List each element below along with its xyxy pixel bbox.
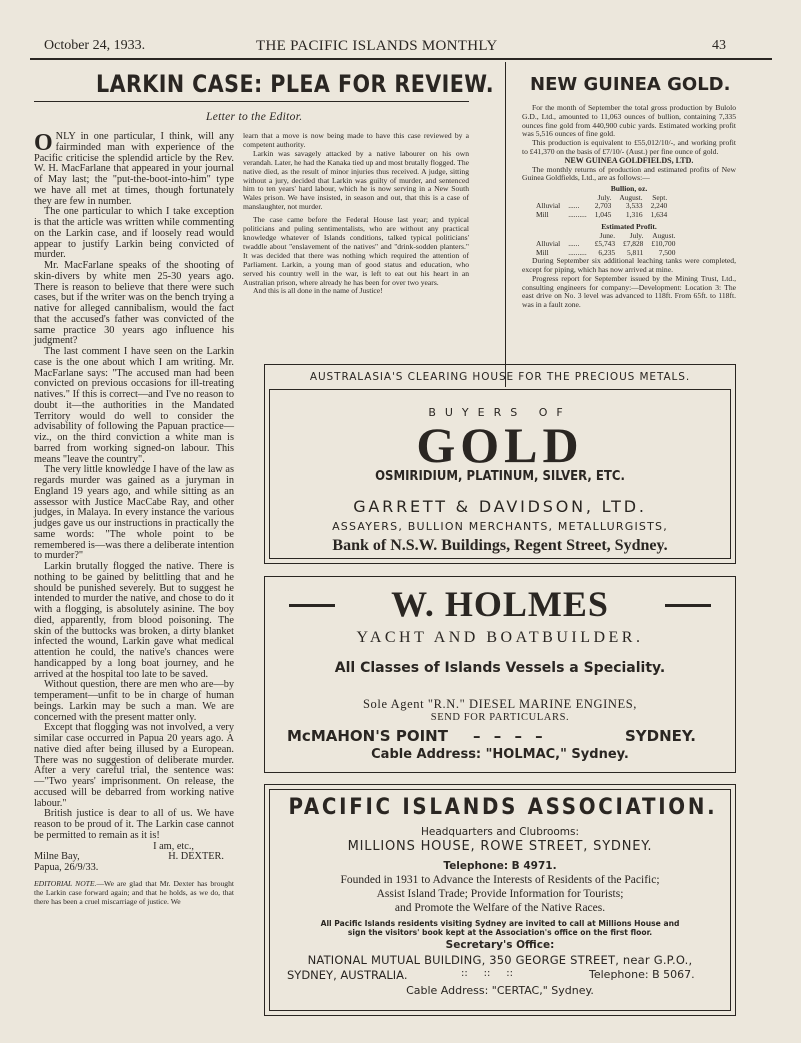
drop-cap: O xyxy=(34,130,53,156)
paragraph: The last comment I have seen on the Larkin case is the one about which I am writing. Mr. MacFarlane says: "The accused man had been convicted on previous occasions for ill-treating natives." If this is correct—and I've no reason to doubt it—the authorities in the Mandated Territory would do well to consider the advisability of following the Papuan practice—viz., on the third conviction a white man is barred from working signed-on labour. This means "leave the country". xyxy=(34,346,234,465)
profit-title: Estimated Profit. xyxy=(601,222,657,232)
pia-name: PACIFIC ISLANDS ASSOCIATION. xyxy=(288,795,718,820)
pia-invite-2: sign the visitors' book kept at the Association's office on the first floor. xyxy=(347,928,653,937)
pia-office-city: SYDNEY, AUSTRALIA. xyxy=(287,968,408,982)
gold-headline: NEW GUINEA GOLD. xyxy=(530,74,731,95)
pia-office-telephone: Telephone: B 5067. xyxy=(589,968,695,981)
col-header: June. xyxy=(599,230,616,240)
col-header: Sept. xyxy=(652,192,668,202)
row-label: Mill xyxy=(536,209,549,219)
holmes-location: McMAHON'S POINT xyxy=(287,727,448,745)
cell: 5,811 xyxy=(627,247,644,257)
holmes-dashes: – – – – xyxy=(473,727,547,745)
leader-dots: .......... xyxy=(568,209,587,219)
row-label: Alluvial xyxy=(536,201,561,211)
paragraph: learn that a move is now being made to have this case reviewed by a competent authority. xyxy=(243,131,469,149)
larkin-column-2 xyxy=(243,132,469,296)
paragraph: The one particular to which I take exception is that the article was written while commenting on the Larkin case, and if loosely read would appear to justify Larkin being convicted of murder. xyxy=(34,206,234,261)
cell: 1,316 xyxy=(625,209,643,219)
place-date: Papua, 26/9/33. xyxy=(34,862,99,873)
paragraph: Larkin was savagely attacked by a native labourer on his own verandah. Later, he had the Kanaka tied up and most brutally flogged. The native died, as the result of minor injuries thus received. A judge, sitting without a jury, decided that Larkin was guilty of murder, and sentenced him to ten years' hard labour, which he is now serving in a New South Wales prison. We have insisted, in season and out, that this is a case of manslaughter, not murder. xyxy=(243,148,469,212)
larkin-column-1 xyxy=(34,132,234,906)
ad-address: Bank of N.S.W. Buildings, Regent Street, Sydney. xyxy=(332,537,668,554)
editorial-text: —We are glad that Mr. Dexter has brought the Larkin case forward again; and that he holds, as we do, that there has been a cruel miscarriage of justice. We xyxy=(34,878,234,906)
paragraph: And this is all done in the name of Justice! xyxy=(253,286,383,296)
holmes-speciality: All Classes of Islands Vessels a Speciality. xyxy=(334,660,666,676)
garrett-davidson-ad xyxy=(264,364,736,564)
buyers-of: BUYERS OF xyxy=(428,406,572,419)
gold-column xyxy=(522,104,736,310)
goldfields-subhead: NEW GUINEA GOLDFIELDS, LTD. xyxy=(564,155,694,165)
cell: 7,500 xyxy=(658,247,676,257)
cell: 1,045 xyxy=(594,209,612,219)
table-row xyxy=(532,211,671,219)
paragraph: Except that flogging was not involved, a very similar case occurred in Papua 20 years ago. A native died after being illused by a European. There was no suggestion of deliberate murder. After a very careful trial, the sentence was:—"Two years' imprisonment. On release, the accused will be debarred from working native labour." xyxy=(34,722,234,809)
cell: 2,240 xyxy=(650,201,668,211)
editorial-label: EDITORIAL NOTE. xyxy=(34,878,97,888)
paragraph: The monthly returns of production and estimated profits of New Guinea Goldfields, Ltd., are as follows:— xyxy=(522,164,736,183)
profit-table xyxy=(532,232,679,257)
column-divider xyxy=(505,62,506,387)
signoff: I am, etc., xyxy=(153,840,194,852)
paragraph: Without question, there are men who are—by temperament—unfit to be in charge of human beings. Larkin may be such a man. We are concerned with the present matter only. xyxy=(34,679,234,723)
paragraph: For the month of September the total gross production by Bulolo G.D., Ltd., amounted to 11,063 ounces of bullion, containing 7,335 ounces fine gold from 440,900 cubic yards. Estimated working profit was 5,516 ounces of fine gold. xyxy=(522,103,736,139)
pia-telephone: Telephone: B 4971. xyxy=(443,860,557,872)
cell: 3,533 xyxy=(625,201,643,211)
paragraph: Progress report for September issued by the Mining Trust, Ltd., consulting engineers for company:—Development: Location 3: The east drive on No. 3 level was advanced to 118ft. From 65ft. to 118ft. was in a fault zone. xyxy=(522,273,736,310)
header-rule xyxy=(30,58,772,60)
trades-line: ASSAYERS, BULLION MERCHANTS, METALLURGISTS, xyxy=(332,520,668,533)
issue-date: October 24, 1933. xyxy=(44,38,146,53)
cell: 6,235 xyxy=(598,247,616,257)
larkin-headline: LARKIN CASE: PLEA FOR REVIEW. xyxy=(96,70,495,98)
editorial-note xyxy=(34,880,234,907)
bullion-table xyxy=(532,194,671,219)
row-label: Alluvial xyxy=(536,239,561,249)
holmes-particulars: SEND FOR PARTICULARS. xyxy=(430,712,570,723)
company-name: GARRETT & DAVIDSON, LTD. xyxy=(353,497,647,516)
holmes-city: SYDNEY. xyxy=(625,727,696,745)
leader-dots: ...... xyxy=(568,239,580,249)
paragraph: British justice is dear to all of us. We have reason to be proud of it. The Larkin case cannot be permitted to remain as it is! xyxy=(34,808,234,841)
bullion-title: Bullion, oz. xyxy=(610,184,648,194)
paragraph: The very little knowledge I have of the law as regards murder was gained as a juryman in England 19 years ago, and while sitting as an assessor with Justice MacCabe Ray, and other judges, in Malaya. In every instance the various judges gave us our instructions in practically the same words: "The whole point to be remembered is—was there a deliberate intention to murder?" xyxy=(34,464,234,562)
pia-invite-1: All Pacific Islands residents visiting Sydney are invited to call at Millions House and xyxy=(320,919,680,928)
pia-ad xyxy=(264,784,736,1016)
pia-founded-2: Assist Island Trade; Provide Information for Tourists; xyxy=(376,888,624,900)
metals-line: OSMIRIDIUM, PLATINUM, SILVER, ETC. xyxy=(375,469,625,484)
signature: H. DEXTER. xyxy=(168,851,224,863)
cell: £5,743 xyxy=(594,239,616,249)
pia-founded-1: Founded in 1931 to Advance the Interests of Residents of the Pacific; xyxy=(340,874,660,886)
paragraph: Larkin brutally flogged the native. There is nothing to be gained by belittling that and he should be punished severely. But to suggest he intended to murder the native, and chose to do it with a flogging, is absolutely asinine. The boy died, apparently, from blood poisoning. The skin of the buttocks was broken, a dirty blanket infected the wound, Larkin gave what medical attention he could, the native's chances were handicapped by a long boat journey, and he arrived at the hospital too late to be saved. xyxy=(34,561,234,680)
paragraph: NLY in one particular, I think, will any fairminded man with experience of the Pacific criticise the splendid article by the Rev. W. H. MacFarlane that appeared in your journal of May last; the "put-the-boot-into-him" type we have all met at times, though fortunately they are few in number. xyxy=(34,131,234,207)
pia-house: MILLIONS HOUSE, ROWE STREET, SYDNEY. xyxy=(347,839,653,854)
ad-banner: AUSTRALASIA'S CLEARING HOUSE FOR THE PRECIOUS METALS. xyxy=(309,371,691,383)
headline-rule xyxy=(34,101,469,102)
paragraph: This production is equivalent to £55,012/10/-, and working profit to £41,370 on the basis of £7/10/- (Aust.) per fine ounce of gold. xyxy=(522,138,736,156)
col-header: August. xyxy=(652,230,676,240)
holmes-trade: YACHT AND BOATBUILDER. xyxy=(356,629,644,646)
holmes-cable: Cable Address: "HOLMAC," Sydney. xyxy=(371,747,629,762)
col-header: July. xyxy=(629,230,644,240)
pia-secretary: Secretary's Office: xyxy=(445,939,555,951)
pia-hq: Headquarters and Clubrooms: xyxy=(420,826,580,838)
cell: 1,634 xyxy=(650,209,668,219)
col-header: July. xyxy=(597,192,612,202)
holmes-agent: Sole Agent "R.N." DIESEL MARINE ENGINES, xyxy=(362,697,637,711)
pia-founded-3: and Promote the Welfare of the Native Races. xyxy=(394,902,606,914)
pia-office-1: NATIONAL MUTUAL BUILDING, 350 GEORGE STREET, near G.P.O., xyxy=(307,953,693,967)
pia-cable: Cable Address: "CERTAC," Sydney. xyxy=(406,984,594,997)
gold-title: GOLD xyxy=(416,417,584,473)
cell: 2,703 xyxy=(594,201,612,211)
paragraph: Mr. MacFarlane speaks of the shooting of skin-divers by white men 25-30 years ago. There is reason to believe that there were such cases, but if the writer was on the bench trying a native for alleged cannibalism, would the fact that the accused's father was convicted of the same practice 30 years ago influence his judgment? xyxy=(34,260,234,347)
cell: £7,828 xyxy=(623,239,644,249)
pia-office-separator: :: :: :: xyxy=(461,968,514,979)
page-number: 43 xyxy=(712,38,726,53)
row-label: Mill xyxy=(536,247,549,257)
publication-name: THE PACIFIC ISLANDS MONTHLY xyxy=(256,38,498,54)
cell: £10,700 xyxy=(651,239,676,249)
paragraph: During September six additional leaching tanks were completed, except for piping, which has now arrived at mine. xyxy=(522,256,736,274)
leader-dots: .......... xyxy=(568,247,587,257)
leader-dots: ...... xyxy=(568,201,580,211)
holmes-name: W. HOLMES xyxy=(391,584,609,624)
paragraph: The case came before the Federal House last year; and typical politicians and puling sentimentalists, who are without any practical knowledge whatever of Islands conditions, talked typical politicians' twaddle about "enslavement of the natives" and "drink-sodden planters." It was decided that there was nothing which required the attention of Parliament. Larkin, a young man of good status and education, who served his country well in the war, is left to eat out his heart in an Australian prison, where already he has been for over two years. xyxy=(243,215,469,287)
col-header: August. xyxy=(619,192,643,202)
holmes-ad xyxy=(264,576,736,773)
place: Milne Bay, xyxy=(34,851,80,863)
larkin-subhead: Letter to the Editor. xyxy=(206,111,303,123)
